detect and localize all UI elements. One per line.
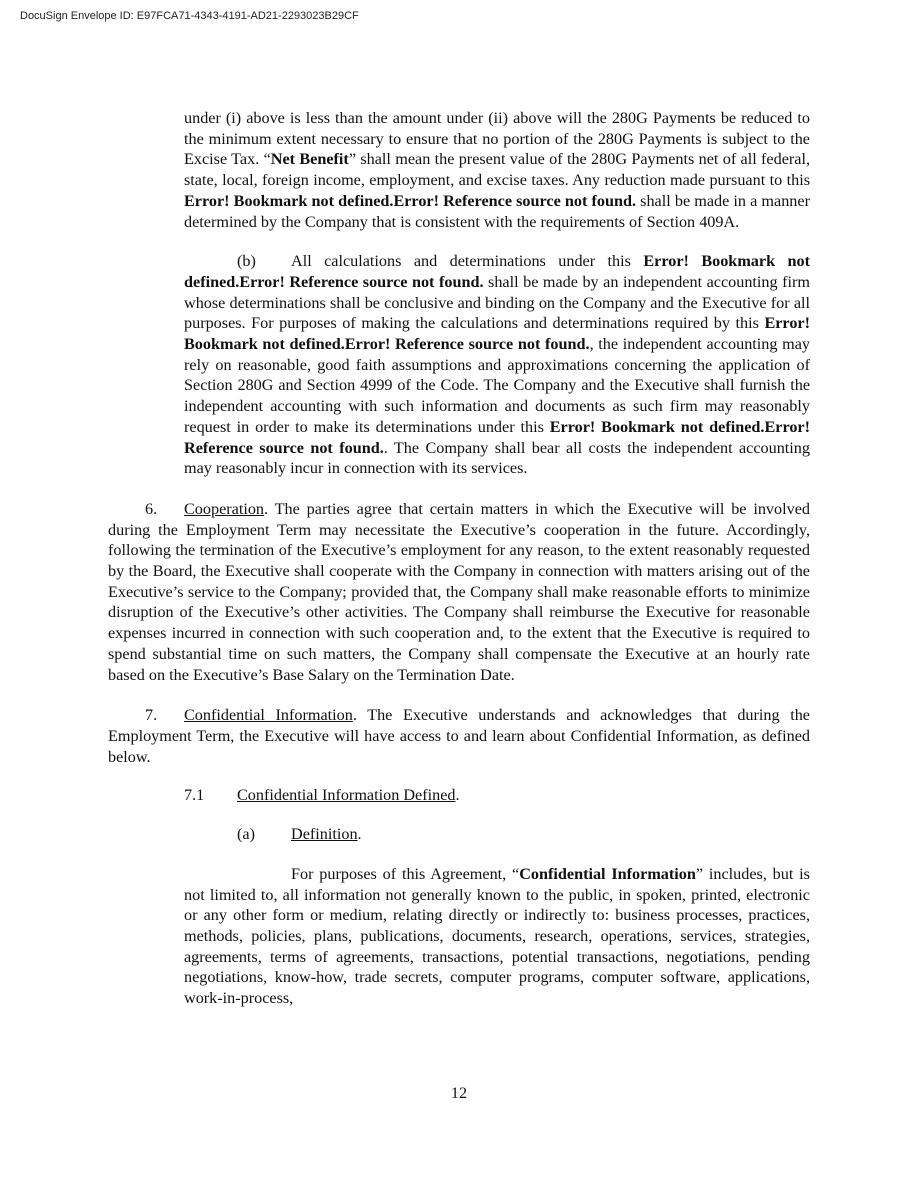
page-number: 12	[450, 1084, 468, 1102]
defined-term-confidential-information: Confidential Information	[519, 864, 696, 883]
section-7-1-heading: Confidential Information Defined	[237, 786, 456, 805]
section-7-1-heading-line: 7.1 Confidential Information Defined.	[184, 786, 460, 805]
reference-error: Error! Bookmark not defined.Error! Reference source not found.	[184, 191, 637, 210]
section-7-heading: Confidential Information	[184, 706, 353, 725]
section-7-1-a-heading-line: (a) Definition.	[237, 825, 362, 844]
defined-term-net-benefit: Net Benefit	[270, 150, 349, 169]
definition-paragraph: For purposes of this Agreement, “Confidential Information” includes, but is not limited to, all information not generally known to the public, in spoken, printed, electronic or any other form or medium, relating directly or indirectly to: business processes, practices, methods, policies, plans, publications, documents, research, operations, services, strategies, agreements, terms of agreements, transactions, potential transactions, negotiations, pending negotiations, know-how, trade secrets, computer programs, computer software, applications, work-in-process,	[184, 864, 810, 1008]
section-7-1-a-heading: Definition	[291, 825, 358, 844]
reference-error: Error! Bookmark not defined.Error! Reference source not found.	[184, 252, 810, 291]
paragraph-b: (b) All calculations and determinations under this Error! Bookmark not defined.Error! Reference source not found. shall be made by an independent accounting firm whose determinations shall be conclusive and binding on the Company and the Executive for all purposes. For purposes of making the calculations and determinations required by this Error! Bookmark not defined.Error! Reference source not found., the independent accounting may rely on reasonable, good faith assumptions and approximations concerning the application of Section 280G and Section 4999 of the Code. The Company and the Executive shall furnish the independent accounting with such information and documents as such firm may reasonably request in order to make its determinations under this Error! Bookmark not defined.Error! Reference source not found.. The Company shall bear all costs the independent accounting may reasonably incur in connection with its services.	[184, 252, 811, 478]
section-7-number: 7.	[145, 706, 158, 725]
document-body	[108, 108, 810, 1009]
section-6-heading: Cooperation	[184, 499, 265, 518]
section-6-number: 6.	[145, 499, 158, 518]
section-7-1-number: 7.1	[184, 786, 205, 805]
section-7-1-a-label: (a)	[237, 825, 255, 844]
reference-error: Error! Bookmark not defined.Error! Reference source not found.	[184, 314, 810, 354]
section-7-confidential-information: 7. Confidential Information. The Executive understands and acknowledges that during the Employment Term, the Executive will have access to and learn about Confidential Information, as defined below.	[108, 706, 810, 766]
reference-error: Error! Bookmark not defined.Error! Reference source not found.	[184, 417, 811, 457]
section-6-cooperation: 6. Cooperation. The parties agree that certain matters in which the Executive will be involved during the Employment Term may necessitate the Executive’s cooperation in the future. Accordingly, following the termination of the Executive’s employment for any reason, to the extent reasonably requested by the Board, the Executive shall cooperate with the Company in connection with matters arising out of the Executive’s service to the Company; provided that, the Company shall make reasonable efforts to minimize disruption of the Executive’s other activities. The Company shall reimburse the Executive for reasonable expenses incurred in connection with such cooperation and, to the extent that the Executive is required to spend substantial time on such matters, the Company shall compensate the Executive at an hourly rate based on the Executive’s Base Salary on the Termination Date.	[108, 499, 810, 684]
docusign-envelope-id: DocuSign Envelope ID: E97FCA71-4343-4191-AD21-2293023B29CF	[20, 10, 359, 22]
paragraph-b-label: (b)	[237, 252, 256, 271]
paragraph-280g-continuation: under (i) above is less than the amount under (ii) above will the 280G Payments be reduced to the minimum extent necessary to ensure that no portion of the 280G Payments is subject to the Excise Tax. “Net Benefit” shall mean the present value of the 280G Payments net of all federal, state, local, foreign income, employment, and excise taxes. Any reduction made pursuant to this Error! Bookmark not defined.Error! Reference source not found. shall be made in a manner determined by the Company that is consistent with the requirements of Section 409A.	[184, 109, 811, 231]
